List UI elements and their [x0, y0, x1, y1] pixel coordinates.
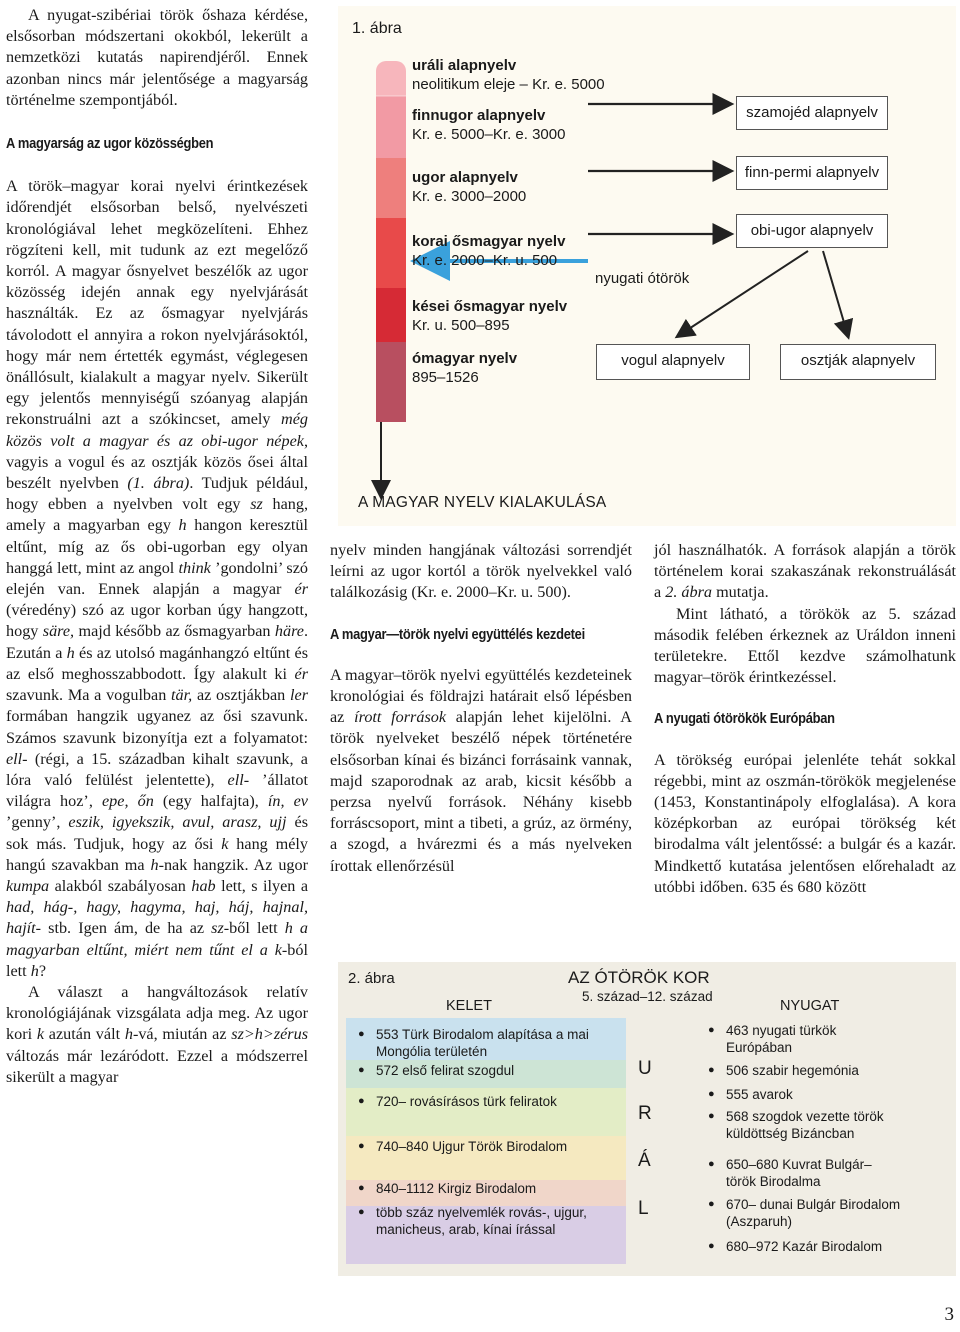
- east-item: ● 572 első felirat szogdul: [356, 1060, 592, 1088]
- west-list: [706, 1022, 902, 1255]
- east-item: ● 720– rovásírásos türk feliratok: [356, 1088, 592, 1130]
- column-1: [6, 5, 308, 1088]
- east-item: ● 553 Türk Birodalom alapítása a mai Mongólia területén: [356, 1026, 592, 1060]
- paragraph-col3-continuation: jól használhatók. A források alapján a török történelem korai szakaszának rekonstruálását a 2. ábra mutatja.: [654, 541, 956, 602]
- east-item: ● 840–1112 Kirgiz Birodalom: [356, 1178, 592, 1200]
- label-western-turkic: nyugati ótörök: [595, 270, 690, 287]
- stack-segment-early-proto: [376, 218, 406, 288]
- figure-1-label: 1. ábra: [352, 20, 402, 37]
- arrow-to-vogul: [678, 251, 808, 336]
- figure-1: [338, 6, 956, 526]
- box-samoyed: szamojéd alapnyelv: [736, 96, 888, 130]
- west-item: ● 463 nyugati türkök Európában: [706, 1022, 902, 1062]
- west-item: ● 680–972 Kazár Birodalom: [706, 1238, 902, 1255]
- paragraph-western-turks: A törökség európai jelenléte tehát sokkal régebbi, mint az oszmán-törökök megjelenése (1453, Konstantinápoly elfoglalása). A kora középkorban az európai törökség két birodalma vált jelentőssé: a bulgár és a kazár. Mindkettő kutatása jelentősen előrehaladt az utóbbi időben. 635 és 680 között: [654, 750, 956, 896]
- west-item: ● 506 szabir hegemónia: [706, 1062, 902, 1086]
- ural-letter: U: [638, 1058, 652, 1079]
- arrow-to-ostyak: [823, 251, 848, 336]
- east-item: ● 740–840 Ujgur Török Birodalom: [356, 1130, 592, 1178]
- paragraph-col2-continuation: nyelv minden hangjának változási sorrendjét leírni az ugor kortól a török nyelvekkel való találkozásig (Kr. e. 2000–Kr. u. 500).: [330, 541, 632, 602]
- west-item: ● 568 szogdok vezette török küldöttség Bizáncban: [706, 1108, 902, 1156]
- east-heading: KELET: [446, 998, 492, 1014]
- stack-segment-finnugor: [376, 96, 406, 158]
- page-number: 3: [944, 1304, 954, 1325]
- section-heading-ugor: A magyarság az ugor közösségben: [6, 135, 214, 153]
- paragraph-coexistence: A magyar–török nyelvi együttélés kezdeteinek kronológiai és földrajzi határait első lépésben az írott források alapján lehet kijelölni. A török nyelveket beszélő népek történetére elsősorban kínai és bizánci forrásaink vannak, majd szaporodnak az arab, kicsit később a perzsa nyelvű források. Néhány kisebb forráscsoport, mint a tibeti, a grúz, az örmény, a szogd, a hvárezmi és a más nyelveken írottak ellenőrzésül: [330, 665, 633, 875]
- stage-ugor: ugor alapnyelv Kr. e. 3000–2000: [412, 169, 527, 205]
- east-item: ● több száz nyelvemlék rovás-, ujgur, manicheus, arab, kínai írással: [356, 1200, 592, 1238]
- stack-segment-old-hungarian: [376, 342, 406, 422]
- ural-letter: R: [638, 1103, 652, 1124]
- stage-early-proto-hungarian: korai ősmagyar nyelv Kr. e. 2000–Kr. u. 500: [412, 233, 566, 269]
- stack-segment-ugor: [376, 158, 406, 218]
- ural-letter: Á: [638, 1150, 651, 1171]
- stage-late-proto-hungarian: kései ősmagyar nyelv Kr. u. 500–895: [412, 298, 568, 334]
- stage-old-hungarian: ómagyar nyelv 895–1526: [412, 350, 518, 386]
- box-ostyak: osztják alapnyelv: [780, 344, 936, 380]
- stage-finnugor: finnugor alapnyelv Kr. e. 5000–Kr. e. 3000: [412, 107, 566, 143]
- figure-1-caption: A MAGYAR NYELV KIALAKULÁSA: [358, 494, 607, 511]
- stack-segment-late-proto: [376, 288, 406, 342]
- paragraph-col3-arrival: Mint látható, a törökök az 5. század második felében érkeznek az Uráldon inneni területekre. Ettől kezdve számolhatunk magyar–török érintkezéssel.: [654, 604, 956, 687]
- figure-2-title: AZ ÓTÖRÖK KOR: [568, 968, 710, 987]
- box-finnpermic: finn-permi alapnyelv: [736, 156, 888, 190]
- column-2: [330, 540, 632, 877]
- section-heading-western-turks: A nyugati ótörökök Európában: [654, 710, 835, 728]
- east-list: [356, 1026, 592, 1238]
- figure-2-label: 2. ábra: [348, 970, 395, 987]
- west-item: ● 555 avarok: [706, 1086, 902, 1108]
- west-heading: NYUGAT: [780, 998, 840, 1014]
- box-vogul: vogul alapnyelv: [596, 344, 750, 380]
- paragraph-ugor-1: A török–magyar korai nyelvi érintkezések időrendjét elsősorban belső, nyelvészeti kronológiával lehet megközelíteni. Ehhez rögzíteni kell, mit tudunk az ezt megelőző korról. A magyar ősnyelvet beszélők az ugor közösség idején annak egy nyelvjárását használták. Ez az ősmagyar nyelvjárás távolodott el annyira a rokon nyelvjárásoktól, hogy már nem értették egymást, véglegesen önállósult, kialakult a magyar nyelv. Sikerült egy jelentős mennyiségű szóanyag alapján rekonstruálni azt a szókincset, amely még közös volt a magyar és az obi-ugor népek, vagyis a vogul és az osztják közös ősei által beszélt nyelvben (1. ábra). Tudjuk például, hogy ebben a nyelvben volt egy sz hang, amely a magyarban egy h hangon keresztül eltűnt, míg az ős obi-ugorban egy olyan hanggá lett, mint az angol think ’gondolni’ szó elején van. Ennek alapján a magyar ér (véredény) szó az ugor korban úgy hangzott, hogy säre, majd később az ősmagyarban häre. Ezután a h és az utolsó magánhangzó eltűnt és az első meghosszabbodott. Így alakult ki ér szavunk. Ma a vogulban tär, az osztjákban ler formában hangzik ugyanez az ősi szavunk. Számos szavunk bizonyítja ezt a folyamatot: ell- (régi, a 15. században kihalt szavunk, a lóra való felülést jelentette), ell- ’állatot világra hoz’, epe, őn (egy halfajta), ín, ev ’genny’, eszik, igyekszik, avul, arasz, ujj és sok más. Tudjuk, hogy az ősi k hang mély hangú szavakban ma h-nak hangzik. Az ugor kumpa alakból szabályosan hab lett, s ilyen a had, hág-, hagy, hagyma, haj, háj, hajnal, hajít- stb. Igen ám, de ha az sz-ből lett h a magyarban eltűnt, miért nem tűnt el a k-ból lett h?: [6, 177, 309, 980]
- stage-ural: uráli alapnyelv neolitikum eleje – Kr. e. 5000: [412, 57, 605, 93]
- figure-2-subtitle: 5. század–12. század: [582, 989, 713, 1004]
- section-heading-coexistence: A magyar—török nyelvi együttélés kezdetei: [330, 625, 585, 643]
- west-item: ● 650–680 Kuvrat Bulgár– török Birodalma: [706, 1156, 902, 1196]
- box-obiugric: obi-ugor alapnyelv: [736, 214, 888, 248]
- intro-paragraph: A nyugat-szibériai török őshaza kérdése, elsősorban módszertani okokból, lekerült a nemzetközi kutatás napirendjéről. Ennek azonban nincs már jelentősége a magyarság történelme szempontjából.: [6, 6, 308, 109]
- west-item: ● 670– dunai Bulgár Birodalom (Aszparuh): [706, 1196, 902, 1238]
- paragraph-ugor-2: A választ a hangváltozások relatív kronológiájának vizsgálata adja meg. Az ugor kori k azután vált h-vá, miután az sz>h>zérus változás már lezáródott. Ezzel a módszerrel sikerült a magyar: [6, 982, 308, 1086]
- column-3: [654, 540, 956, 898]
- figure-2: [338, 962, 956, 1276]
- ural-letter: L: [638, 1198, 649, 1219]
